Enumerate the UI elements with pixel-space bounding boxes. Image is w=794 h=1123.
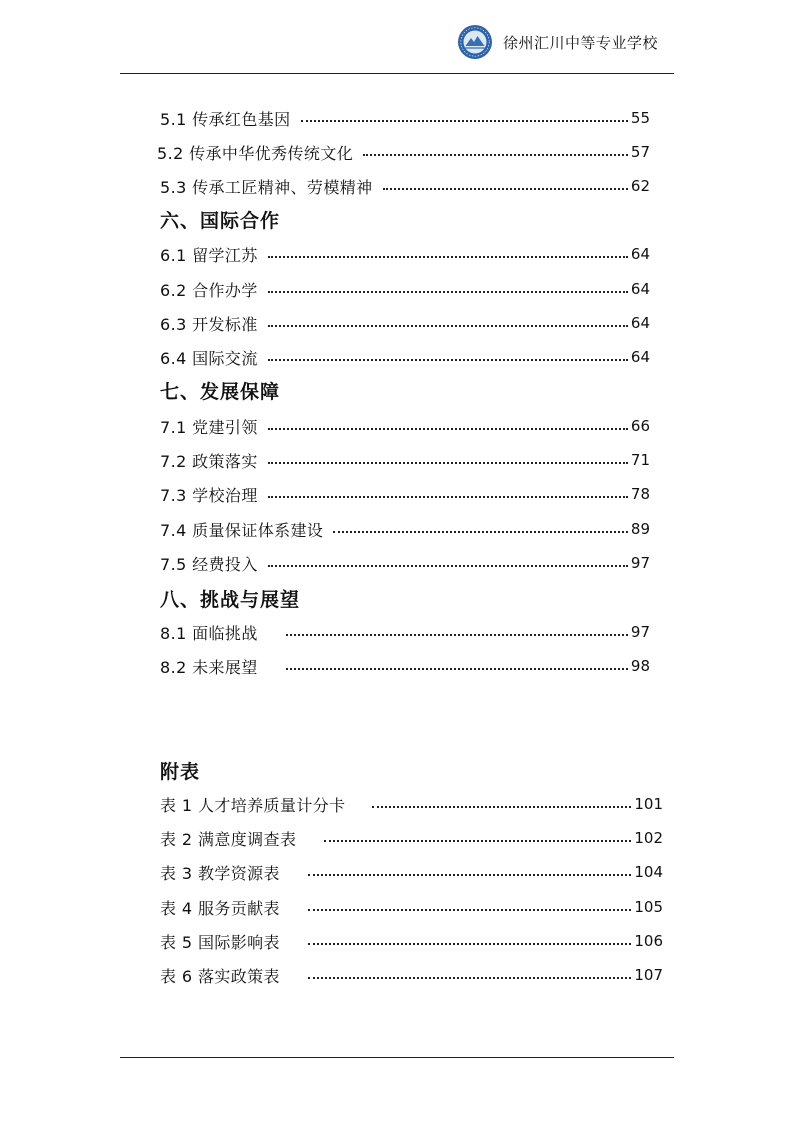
toc-entry[interactable] (160, 792, 663, 816)
toc-entry-page: 106 (634, 932, 663, 950)
dot-leader (268, 256, 628, 258)
toc-entry-label: 7.3 学校治理 (160, 485, 258, 505)
toc-entry[interactable] (160, 242, 650, 266)
toc-entry-page: 102 (634, 829, 663, 847)
school-name: 徐州汇川中等专业学校 (503, 34, 659, 52)
appendix-heading[interactable]: 附表 (160, 761, 201, 783)
toc-entry-label: 表 5 国际影响表 (160, 932, 280, 952)
toc-entry-page: 64 (630, 314, 650, 332)
toc-entry[interactable] (160, 414, 650, 438)
dot-leader (363, 154, 628, 156)
dot-leader (308, 943, 631, 945)
toc-entry-label: 表 6 落实政策表 (160, 966, 280, 986)
toc-entry-page: 101 (634, 795, 663, 813)
toc-entry[interactable] (157, 140, 650, 164)
dot-leader (268, 462, 628, 464)
dot-leader (372, 806, 632, 808)
section-heading[interactable]: 八、挑战与展望 (160, 589, 301, 611)
toc-entry-label: 表 1 人才培养质量计分卡 (160, 795, 346, 815)
toc-entry-page: 104 (634, 863, 663, 881)
toc-entry-label: 6.1 留学江苏 (160, 245, 258, 265)
dot-leader (333, 531, 628, 533)
toc-entry[interactable] (160, 277, 650, 301)
toc-entry-label: 7.5 经费投入 (160, 554, 258, 574)
toc-entry[interactable] (160, 654, 650, 678)
dot-leader (383, 188, 628, 190)
toc-entry[interactable] (160, 311, 650, 335)
toc-entry-page: 71 (630, 451, 650, 469)
toc-entry-page: 97 (630, 554, 650, 572)
dot-leader (268, 496, 628, 498)
toc-entry-label: 表 2 满意度调查表 (160, 829, 297, 849)
section-heading[interactable]: 六、国际合作 (160, 210, 281, 232)
toc-entry-page: 89 (630, 520, 650, 538)
toc-entry[interactable] (160, 345, 650, 369)
dot-leader (268, 565, 628, 567)
dot-leader (268, 428, 628, 430)
toc-entry[interactable] (160, 963, 663, 987)
toc-entry-label: 6.2 合作办学 (160, 280, 258, 300)
toc-entry-label: 7.1 党建引领 (160, 417, 258, 437)
toc-entry-label: 8.2 未来展望 (160, 657, 258, 677)
toc-entry-label: 7.2 政策落实 (160, 451, 258, 471)
dot-leader (268, 291, 628, 293)
toc-entry-page: 107 (634, 966, 663, 984)
toc-entry-page: 98 (630, 657, 650, 675)
footer-divider (120, 1057, 674, 1058)
toc-entry-page: 64 (630, 348, 650, 366)
toc-entry-page: 97 (630, 623, 650, 641)
toc-entry-label: 5.3 传承工匠精神、劳模精神 (160, 177, 373, 197)
toc-entry-page: 105 (634, 898, 663, 916)
dot-leader (308, 977, 631, 979)
toc-entry-label: 表 4 服务贡献表 (160, 898, 280, 918)
dot-leader (286, 668, 628, 670)
toc-entry[interactable] (160, 517, 650, 541)
dot-leader (286, 634, 628, 636)
toc-entry[interactable] (160, 826, 663, 850)
dot-leader (308, 874, 631, 876)
toc-entry[interactable] (160, 929, 663, 953)
toc-entry-label: 7.4 质量保证体系建设 (160, 520, 324, 540)
toc-entry-page: 78 (630, 485, 650, 503)
dot-leader (268, 359, 628, 361)
toc-entry-page: 64 (630, 245, 650, 263)
toc-entry[interactable] (160, 448, 650, 472)
dot-leader (268, 325, 628, 327)
toc-entry-page: 57 (630, 143, 650, 161)
toc-entry[interactable] (160, 174, 650, 198)
toc-entry-label: 5.2 传承中华优秀传统文化 (157, 143, 354, 163)
toc-entry-page: 64 (630, 280, 650, 298)
toc-entry[interactable] (160, 620, 650, 644)
toc-entry-page: 66 (630, 417, 650, 435)
toc-entry[interactable] (160, 860, 663, 884)
toc-entry[interactable] (160, 482, 650, 506)
toc-entry-label: 8.1 面临挑战 (160, 623, 258, 643)
toc-entry-page: 55 (630, 109, 650, 127)
section-heading[interactable]: 七、发展保障 (160, 381, 281, 403)
toc-entry[interactable] (160, 895, 663, 919)
dot-leader (308, 909, 631, 911)
toc-entry-label: 表 3 教学资源表 (160, 863, 280, 883)
toc-entry-page: 62 (630, 177, 650, 195)
dot-leader (324, 840, 631, 842)
toc-entry-label: 6.4 国际交流 (160, 348, 258, 368)
toc-entry-label: 5.1 传承红色基因 (160, 109, 291, 129)
toc-entry[interactable] (160, 106, 650, 130)
toc-entry-label: 6.3 开发标准 (160, 314, 258, 334)
dot-leader (301, 120, 628, 122)
toc-entry[interactable] (160, 551, 650, 575)
